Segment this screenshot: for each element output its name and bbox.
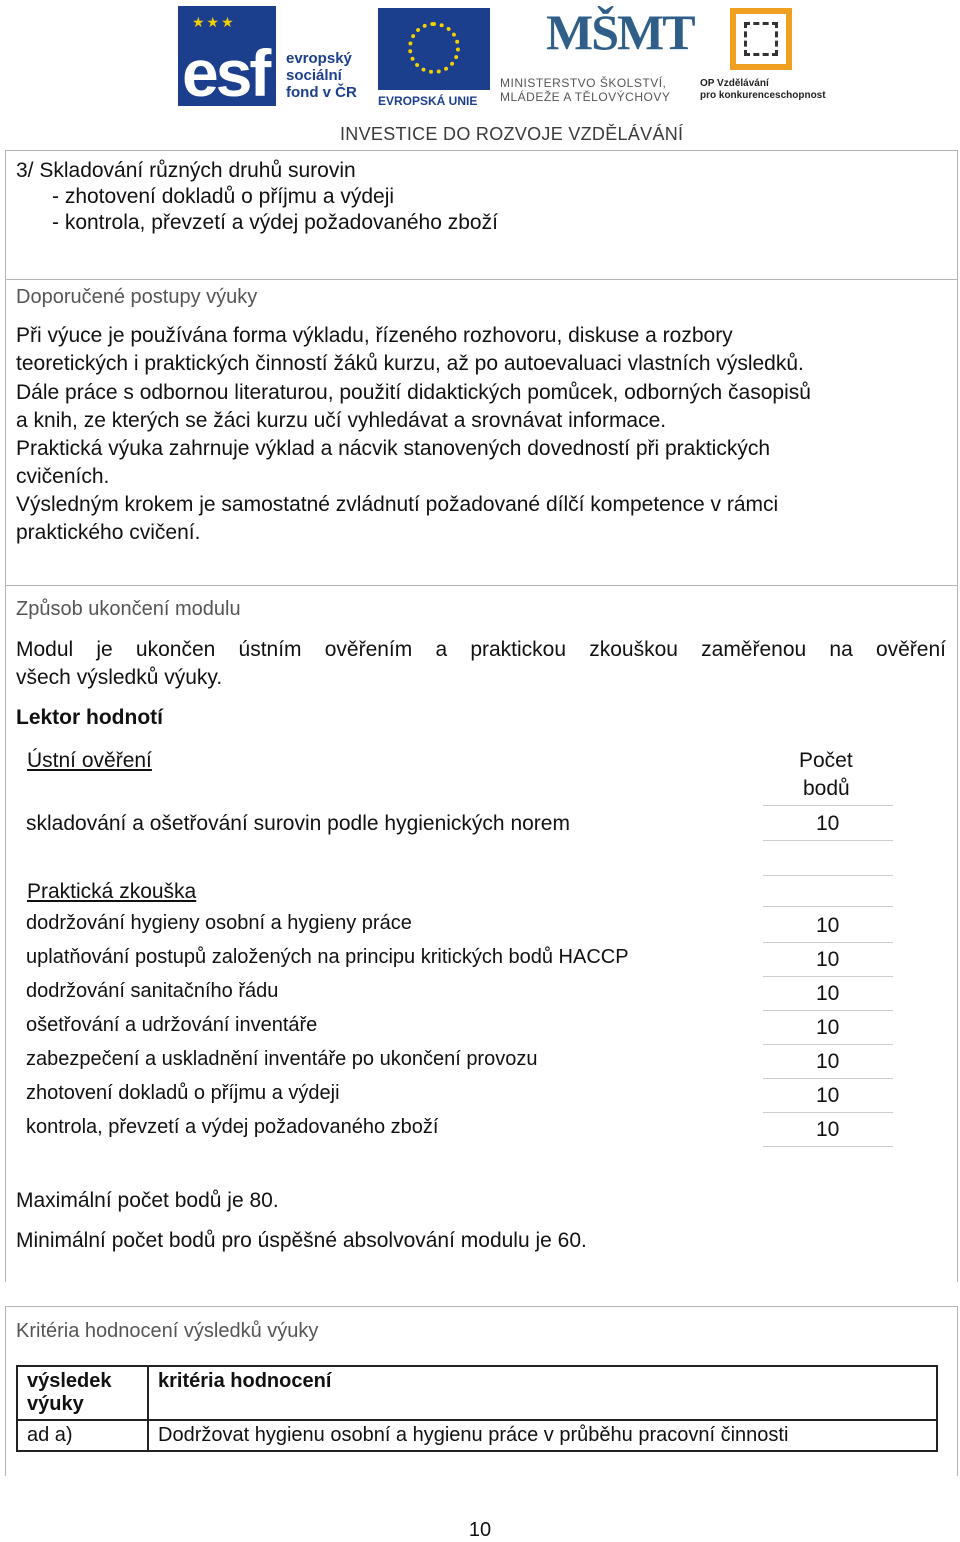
esf-logo bbox=[178, 6, 373, 110]
msmt-logo-mark: MŠMT bbox=[546, 4, 694, 60]
criteria-col-result-header: výsledek výuky bbox=[17, 1366, 148, 1420]
points-header: Počet bbox=[799, 749, 853, 772]
msmt-logo bbox=[500, 4, 695, 108]
oral-exam-title: Ústní ověření bbox=[27, 749, 152, 772]
esf-logo-letters: esf bbox=[182, 36, 269, 110]
esf-logo-flag bbox=[178, 6, 276, 110]
header-logos bbox=[0, 0, 960, 150]
score-row-label: dodržování hygieny osobní a hygieny práce bbox=[26, 912, 412, 934]
score-row-points: 10 bbox=[816, 1050, 840, 1073]
esf-logo-text: evropský sociální fond v ČR bbox=[286, 50, 357, 101]
assessor-heading: Lektor hodnotí bbox=[16, 706, 163, 729]
score-row bbox=[6, 912, 959, 946]
paragraph-line: všech výsledků výuky. bbox=[16, 666, 223, 689]
score-row-points: 10 bbox=[816, 914, 840, 937]
min-points-text: Minimální počet bodů pro úspěšné absolvování modulu je 60. bbox=[16, 1229, 587, 1252]
section-heading: Doporučené postupy výuky bbox=[16, 286, 258, 308]
criteria-text-cell: Dodržovat hygienu osobní a hygienu práce v průběhu pracovní činnosti bbox=[148, 1420, 937, 1451]
practical-exam-title: Praktická zkouška bbox=[27, 880, 197, 903]
paragraph-line: Výsledným krokem je samostatné zvládnutí požadované dílčí kompetence v rámci bbox=[16, 493, 779, 516]
paragraph-line: Při výuce je používána forma výkladu, řízeného rozhovoru, diskuse a rozbory bbox=[16, 324, 733, 347]
eu-logo bbox=[378, 8, 494, 108]
score-row-label: zabezpečení a uskladnění inventáře po ukončení provozu bbox=[26, 1048, 538, 1070]
score-row-points: 10 bbox=[816, 1016, 840, 1039]
score-row bbox=[6, 1014, 959, 1048]
section-topic bbox=[5, 150, 958, 280]
score-row-points: 10 bbox=[816, 948, 840, 971]
op-logo bbox=[700, 8, 830, 108]
score-row-points: 10 bbox=[816, 1084, 840, 1107]
section-module-completion bbox=[5, 585, 958, 1282]
score-row bbox=[6, 946, 959, 980]
eu-logo-text: EVROPSKÁ UNIE bbox=[378, 94, 478, 108]
eu-flag-icon bbox=[378, 8, 490, 90]
max-points-text: Maximální počet bodů je 80. bbox=[16, 1189, 279, 1212]
score-row-label: dodržování sanitačního řádu bbox=[26, 980, 279, 1002]
paragraph-line: Dále práce s odbornou literaturou, použití didaktických pomůcek, odborných časopisů bbox=[16, 381, 811, 404]
score-row bbox=[6, 1082, 959, 1116]
score-row-points: 10 bbox=[816, 982, 840, 1005]
criteria-table bbox=[16, 1365, 938, 1452]
points-header: bodů bbox=[803, 777, 850, 800]
paragraph-line: cvičeních. bbox=[16, 465, 110, 488]
score-row-label: kontrola, převzetí a výdej požadovaného zboží bbox=[26, 1116, 439, 1138]
page-number: 10 bbox=[468, 1519, 492, 1541]
topic-item: - zhotovení dokladů o příjmu a výdeji bbox=[52, 185, 395, 208]
score-row bbox=[6, 1048, 959, 1082]
score-row-points: 10 bbox=[816, 812, 840, 835]
topic-item: - kontrola, převzetí a výdej požadovaného zboží bbox=[52, 211, 498, 234]
score-row bbox=[6, 1116, 959, 1150]
section-heading: Kritéria hodnocení výsledků výuky bbox=[16, 1320, 319, 1342]
score-row-label: zhotovení dokladů o příjmu a výdeji bbox=[26, 1082, 340, 1104]
criteria-table-header bbox=[17, 1366, 937, 1420]
table-row bbox=[17, 1420, 937, 1451]
topic-title: 3/ Skladování různých druhů surovin bbox=[16, 159, 356, 182]
score-row-points: 10 bbox=[816, 1118, 840, 1141]
section-heading: Způsob ukončení modulu bbox=[16, 598, 241, 620]
score-row bbox=[6, 980, 959, 1014]
paragraph-line: Modul je ukončen ústním ověřením a praktickou zkouškou zaměřenou na ověření bbox=[16, 638, 946, 661]
score-row-label: uplatňování postupů založených na principu kritických bodů HACCP bbox=[26, 946, 629, 968]
section-teaching-methods bbox=[5, 279, 958, 586]
paragraph-line: teoretických i praktických činností žáků kurzu, až po autoevaluaci vlastních výsledků. bbox=[16, 352, 804, 375]
criteria-col-criteria-header: kritéria hodnocení bbox=[148, 1366, 937, 1420]
score-row-label: ošetřování a udržování inventáře bbox=[26, 1014, 318, 1036]
score-row-label: skladování a ošetřování surovin podle hygienických norem bbox=[26, 812, 570, 835]
section-evaluation-criteria bbox=[5, 1306, 958, 1476]
paragraph-line: praktického cvičení. bbox=[16, 521, 201, 544]
paragraph-line: a knih, ze kterých se žáci kurzu učí vyhledávat a srovnávat informace. bbox=[16, 409, 667, 432]
paragraph-line: Praktická výuka zahrnuje výklad a nácvik stanovených dovedností při praktických bbox=[16, 437, 771, 460]
criteria-result-cell: ad a) bbox=[17, 1420, 148, 1451]
header-slogan: INVESTICE DO ROZVOJE VZDĚLÁVÁNÍ bbox=[340, 124, 684, 144]
msmt-logo-text: MINISTERSTVO ŠKOLSTVÍ, MLÁDEŽE A TĚLOVÝCHOVY bbox=[500, 76, 671, 104]
op-logo-text: OP Vzdělávání pro konkurenceschopnost bbox=[700, 78, 826, 101]
stars-icon: ★★★ bbox=[192, 14, 236, 30]
